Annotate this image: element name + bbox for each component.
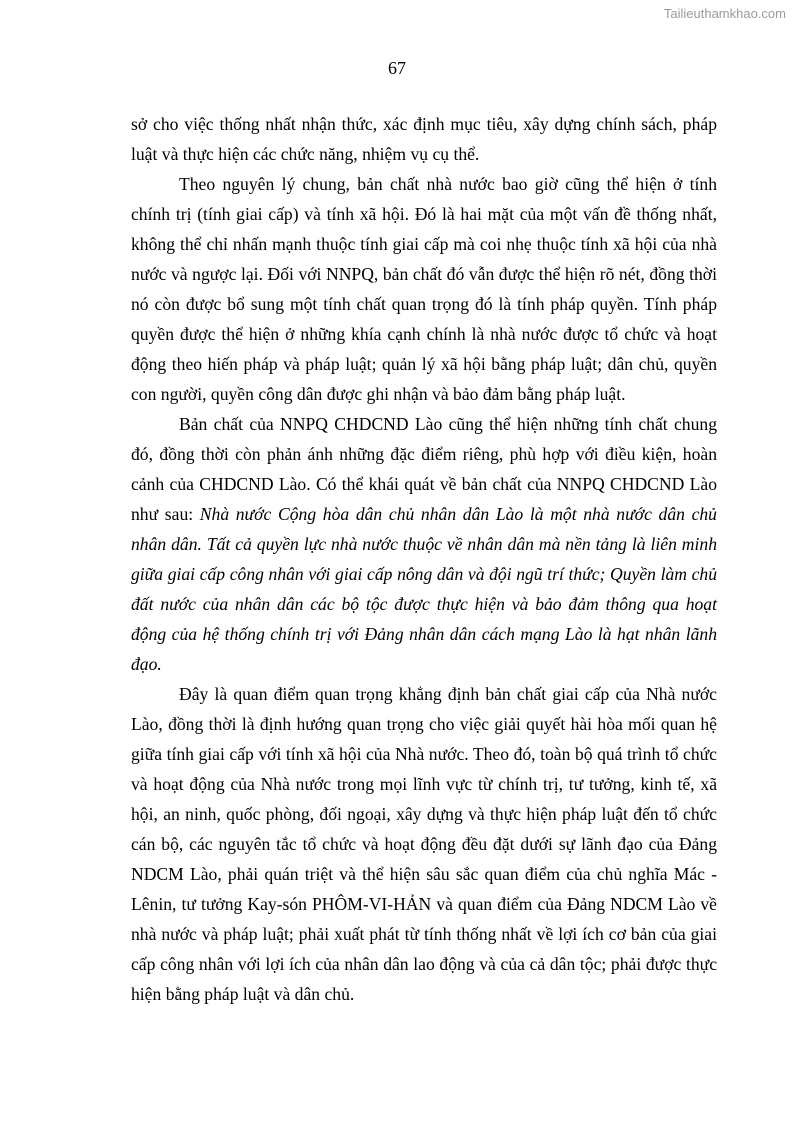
paragraph-2 [131,169,717,409]
paragraph-1 [131,109,717,169]
paragraph-3 [131,409,717,679]
paragraph-2-text: Theo nguyên lý chung, bản chất nhà nước bao giờ cũng thể hiện ở tính chính trị (tính giai cấp) và tính xã hội. Đó là hai mặt của một vấn đề thống nhất, không thể chỉ nhấn mạnh thuộc tính giai cấp mà coi nhẹ thuộc tính xã hội của nhà nước và ngược lại. Đối với NNPQ, bản chất đó vẫn được thể hiện rõ nét, đồng thời nó còn được bổ sung một tính chất quan trọng đó là tính pháp quyền. Tính pháp quyền được thể hiện ở những khía cạnh chính là nhà nước được tổ chức và hoạt động theo hiến pháp và pháp luật; quản lý xã hội bằng pháp luật; dân chủ, quyền con người, quyền công dân được ghi nhận và bảo đảm bằng pháp luật. [131,174,717,404]
page-number: 67 [388,58,406,78]
paragraph-1-text: sở cho việc thống nhất nhận thức, xác định mục tiêu, xây dựng chính sách, pháp luật và thực hiện các chức năng, nhiệm vụ cụ thể. [131,114,717,164]
watermark: Tailieuthamkhao.com [663,6,786,21]
paragraph-3-text: Bản chất của NNPQ CHDCND Lào cũng thể hiện những tính chất chung đó, đồng thời còn phản ánh những đặc điểm riêng, phù hợp với điều kiện, hoàn cảnh của CHDCND Lào. Có thể khái quát về bản chất của NNPQ CHDCND Lào như sau: [131,414,717,524]
paragraph-4 [131,679,717,1009]
document-body [131,109,717,1009]
paragraph-3-italic-definition: Nhà nước Cộng hòa dân chủ nhân dân Lào là một nhà nước dân chủ nhân dân. Tất cả quyền lực nhà nước thuộc về nhân dân mà nền tảng là liên minh giữa giai cấp công nhân với giai cấp nông dân và đội ngũ trí thức; Quyền làm chủ đất nước của nhân dân các bộ tộc được thực hiện và bảo đảm thông qua hoạt động của hệ thống chính trị với Đảng nhân dân cách mạng Lào là hạt nhân lãnh đạo. [131,504,717,674]
paragraph-4-text: Đây là quan điểm quan trọng khẳng định bản chất giai cấp của Nhà nước Lào, đồng thời là định hướng quan trọng cho việc giải quyết hài hòa mối quan hệ giữa tính giai cấp với tính xã hội của Nhà nước. Theo đó, toàn bộ quá trình tổ chức và hoạt động của Nhà nước trong mọi lĩnh vực từ chính trị, tư tưởng, kinh tế, xã hội, an ninh, quốc phòng, đối ngoại, xây dựng và thực hiện pháp luật đến tổ chức cán bộ, các nguyên tắc tổ chức và hoạt động đều đặt dưới sự lãnh đạo của Đảng NDCM Lào, phải quán triệt và thể hiện sâu sắc quan điểm của chủ nghĩa Mác - Lênin, tư tưởng Kay-són PHÔM-VI-HẢN và quan điểm của Đảng NDCM Lào về nhà nước và pháp luật; phải xuất phát từ tính thống nhất về lợi ích cơ bản của giai cấp công nhân với lợi ích của nhân dân lao động và của cả dân tộc; phải được thực hiện bằng pháp luật và dân chủ. [131,684,717,1004]
